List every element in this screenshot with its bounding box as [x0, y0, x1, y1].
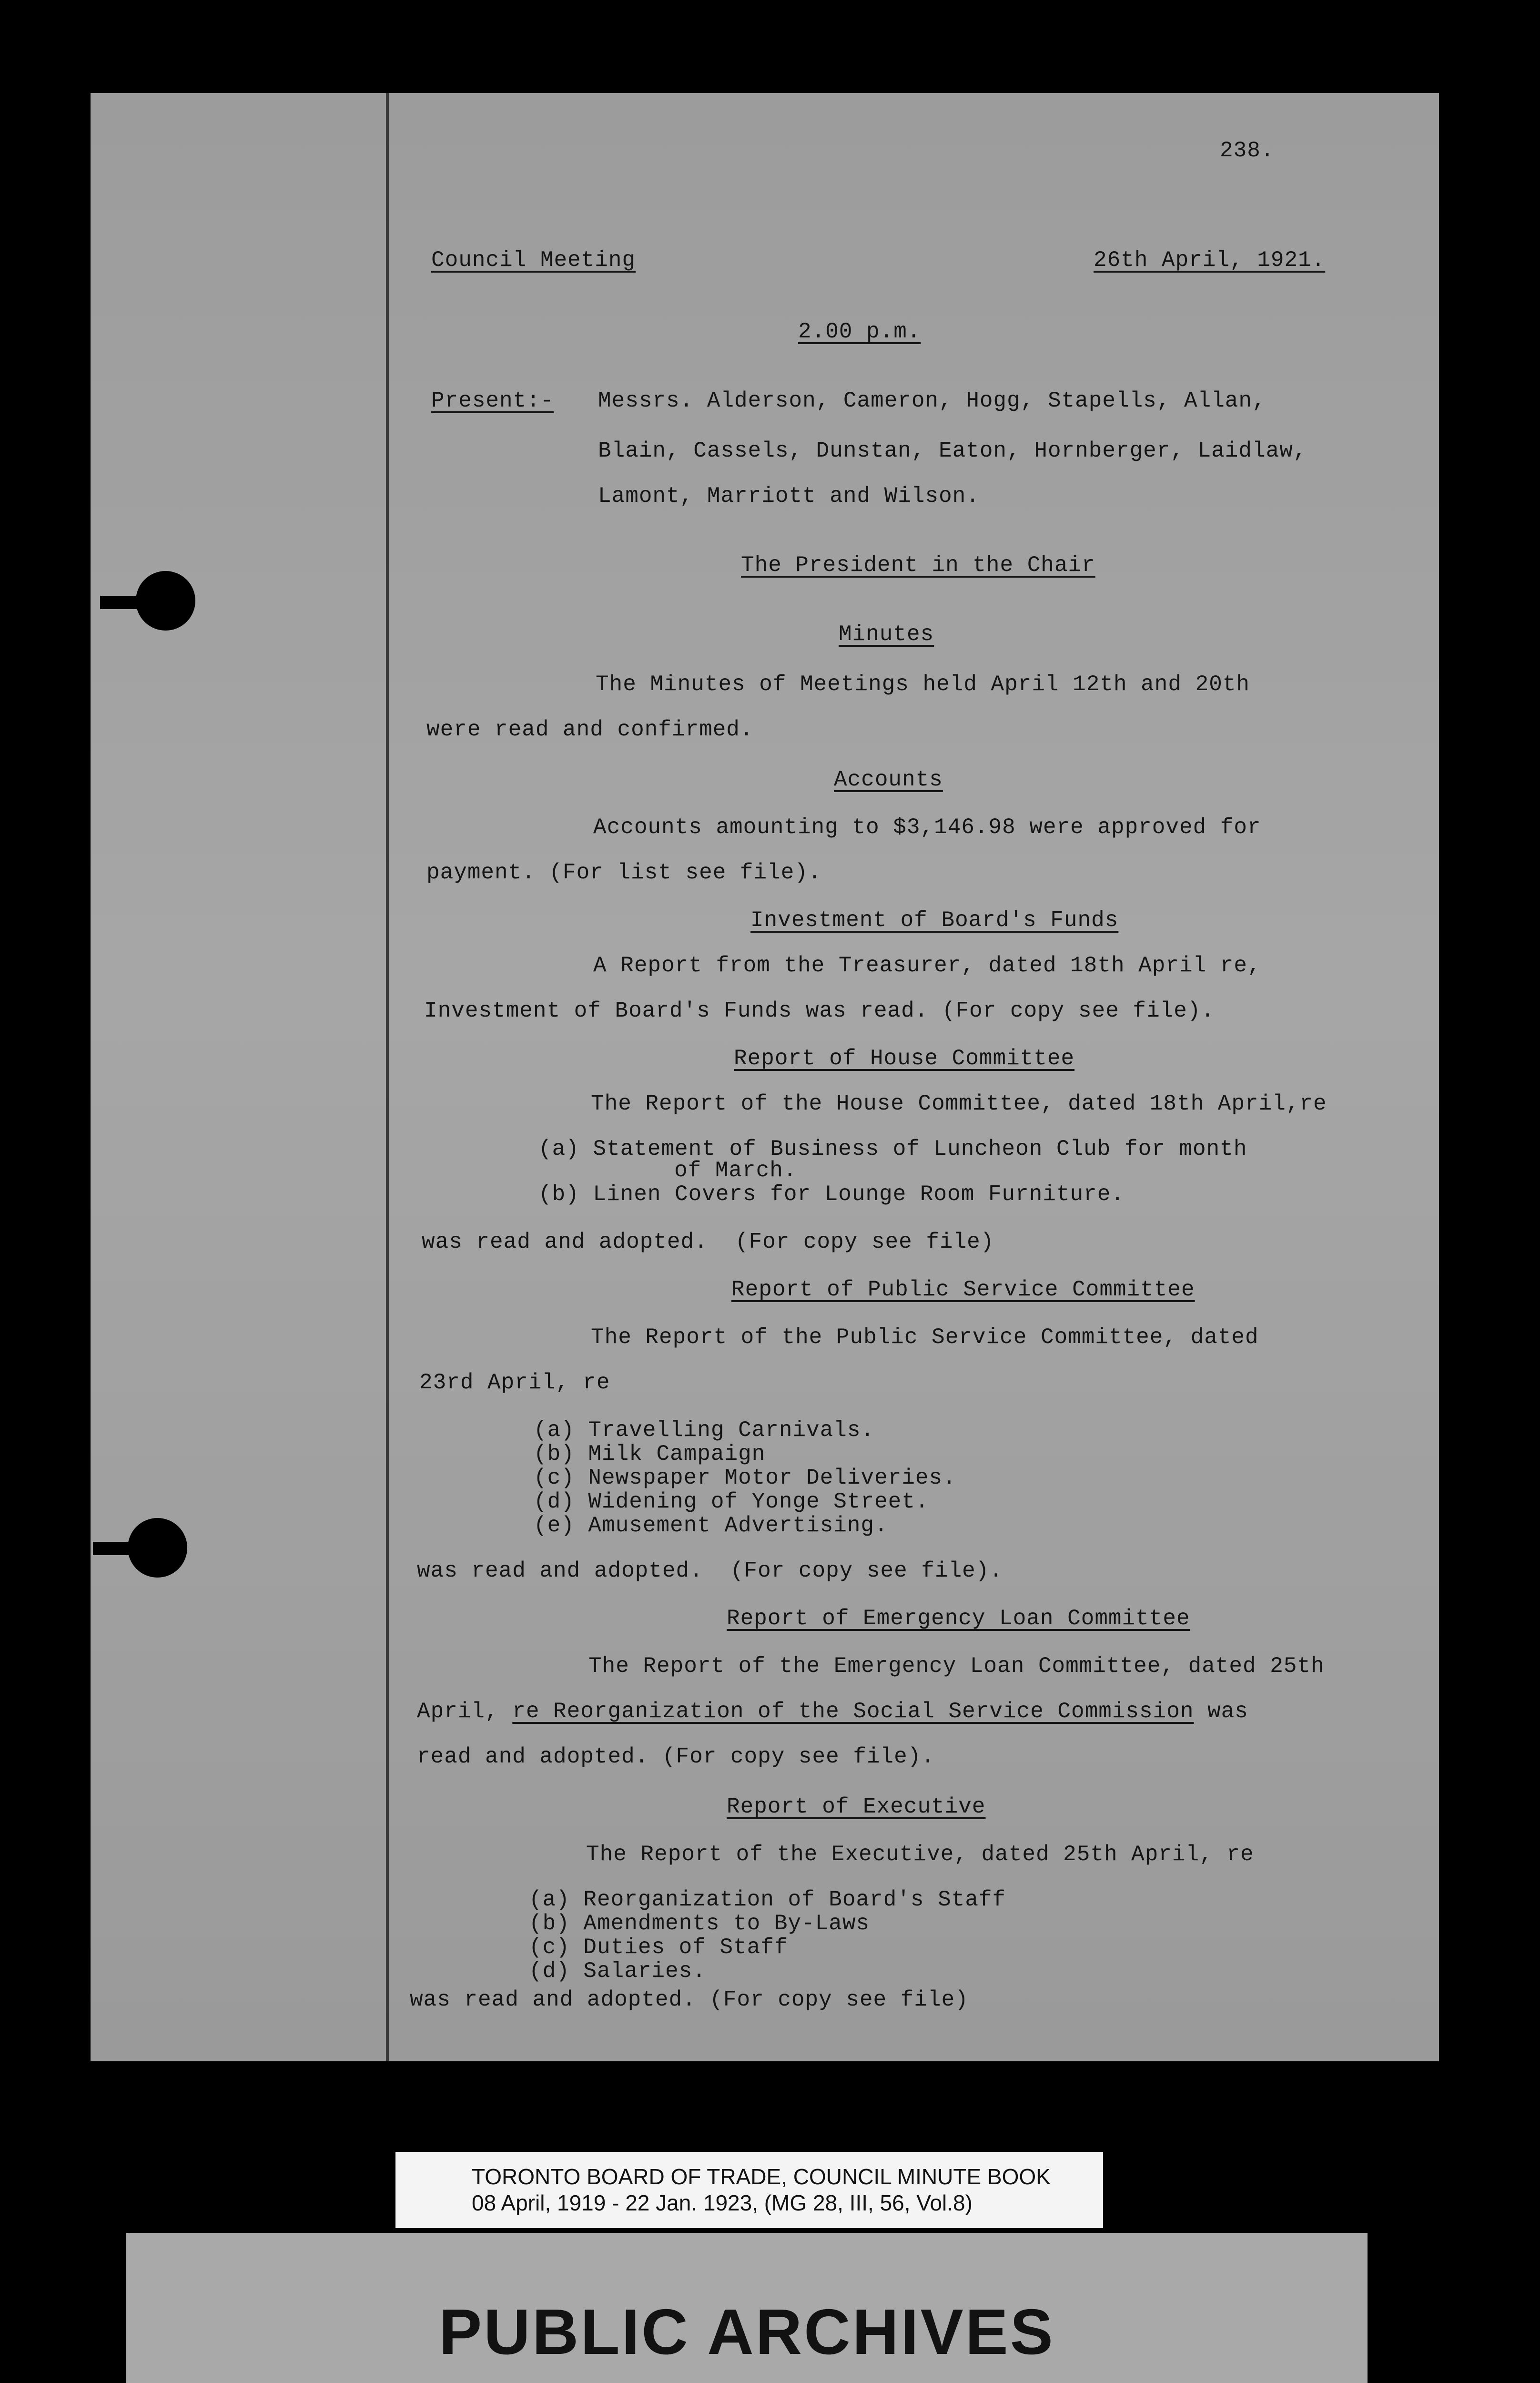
- body-line: Investment of Board's Funds was read. (For copy see file).: [424, 998, 1215, 1023]
- list-item: (e) Amusement Advertising.: [534, 1513, 888, 1538]
- body-line: was read and adopted. (For copy see file): [410, 1987, 969, 2012]
- section-heading: Report of House Committee: [734, 1046, 1075, 1071]
- section-heading: Investment of Board's Funds: [750, 908, 1119, 933]
- body-line: The Report of the Public Service Committee, dated: [591, 1325, 1259, 1350]
- present-line: Blain, Cassels, Dunstan, Eaton, Hornberger, Laidlaw,: [598, 438, 1307, 463]
- margin-rule: [386, 93, 389, 2061]
- archives-stamp: [126, 2233, 1368, 2383]
- archive-reference-label: [395, 2152, 1103, 2228]
- body-line: A Report from the Treasurer, dated 18th April re,: [593, 953, 1261, 978]
- body-line: The Report of the Emergency Loan Committee, dated 25th: [588, 1654, 1325, 1679]
- binder-hole: [128, 1518, 187, 1578]
- list-item: (a) Travelling Carnivals.: [534, 1418, 875, 1443]
- list-item: (c) Newspaper Motor Deliveries.: [534, 1466, 956, 1490]
- page-number: 238.: [1220, 138, 1275, 163]
- present-line: Messrs. Alderson, Cameron, Hogg, Stapells, Allan,: [598, 388, 1266, 413]
- archive-label-line: TORONTO BOARD OF TRADE, COUNCIL MINUTE BOOK: [472, 2164, 1051, 2189]
- list-item: of March.: [674, 1158, 797, 1183]
- binder-hole: [136, 571, 195, 631]
- body-line: payment. (For list see file).: [426, 860, 822, 885]
- body-line: 23rd April, re: [419, 1370, 610, 1395]
- section-heading: Report of Emergency Loan Committee: [727, 1606, 1190, 1631]
- list-item: (d) Widening of Yonge Street.: [534, 1489, 929, 1514]
- present-line: Lamont, Marriott and Wilson.: [598, 484, 980, 509]
- meeting-time: 2.00 p.m.: [798, 319, 921, 344]
- list-item: (b) Amendments to By-Laws: [529, 1911, 870, 1936]
- list-item: (b) Milk Campaign: [534, 1442, 766, 1466]
- list-item: (a) Statement of Business of Luncheon Club for month: [538, 1137, 1247, 1161]
- body-line: was read and adopted. (For copy see file): [422, 1230, 994, 1254]
- section-heading: Minutes: [839, 622, 934, 647]
- list-item: (d) Salaries.: [529, 1959, 706, 1984]
- body-line: read and adopted. (For copy see file).: [417, 1744, 935, 1769]
- body-line: was read and adopted. (For copy see file).: [417, 1558, 1003, 1583]
- list-item: (b) Linen Covers for Lounge Room Furniture.: [538, 1182, 1125, 1207]
- section-heading: Report of Executive: [727, 1794, 986, 1819]
- meeting-date: 26th April, 1921.: [1094, 248, 1326, 273]
- body-line: The Report of the House Committee, dated 18th April,re: [591, 1091, 1327, 1116]
- section-heading: Accounts: [834, 767, 943, 792]
- meeting-title: Council Meeting: [431, 248, 636, 273]
- section-heading: Report of Public Service Committee: [731, 1277, 1195, 1302]
- chair-heading: The President in the Chair: [741, 553, 1095, 578]
- list-item: (c) Duties of Staff: [529, 1935, 788, 1960]
- present-label: Present:-: [431, 388, 554, 413]
- body-line: April, re Reorganization of the Social Service Commission was: [417, 1699, 1248, 1724]
- body-line: were read and confirmed.: [426, 717, 754, 742]
- body-line: The Report of the Executive, dated 25th April, re: [586, 1842, 1254, 1867]
- archive-label-line: 08 April, 1919 - 22 Jan. 1923, (MG 28, III, 56, Vol.8): [472, 2190, 973, 2215]
- stamp-line: PUBLIC ARCHIVES: [439, 2296, 1055, 2368]
- body-line: Accounts amounting to $3,146.98 were approved for: [593, 815, 1261, 840]
- list-item: (a) Reorganization of Board's Staff: [529, 1887, 1006, 1912]
- body-line: The Minutes of Meetings held April 12th and 20th: [596, 672, 1250, 697]
